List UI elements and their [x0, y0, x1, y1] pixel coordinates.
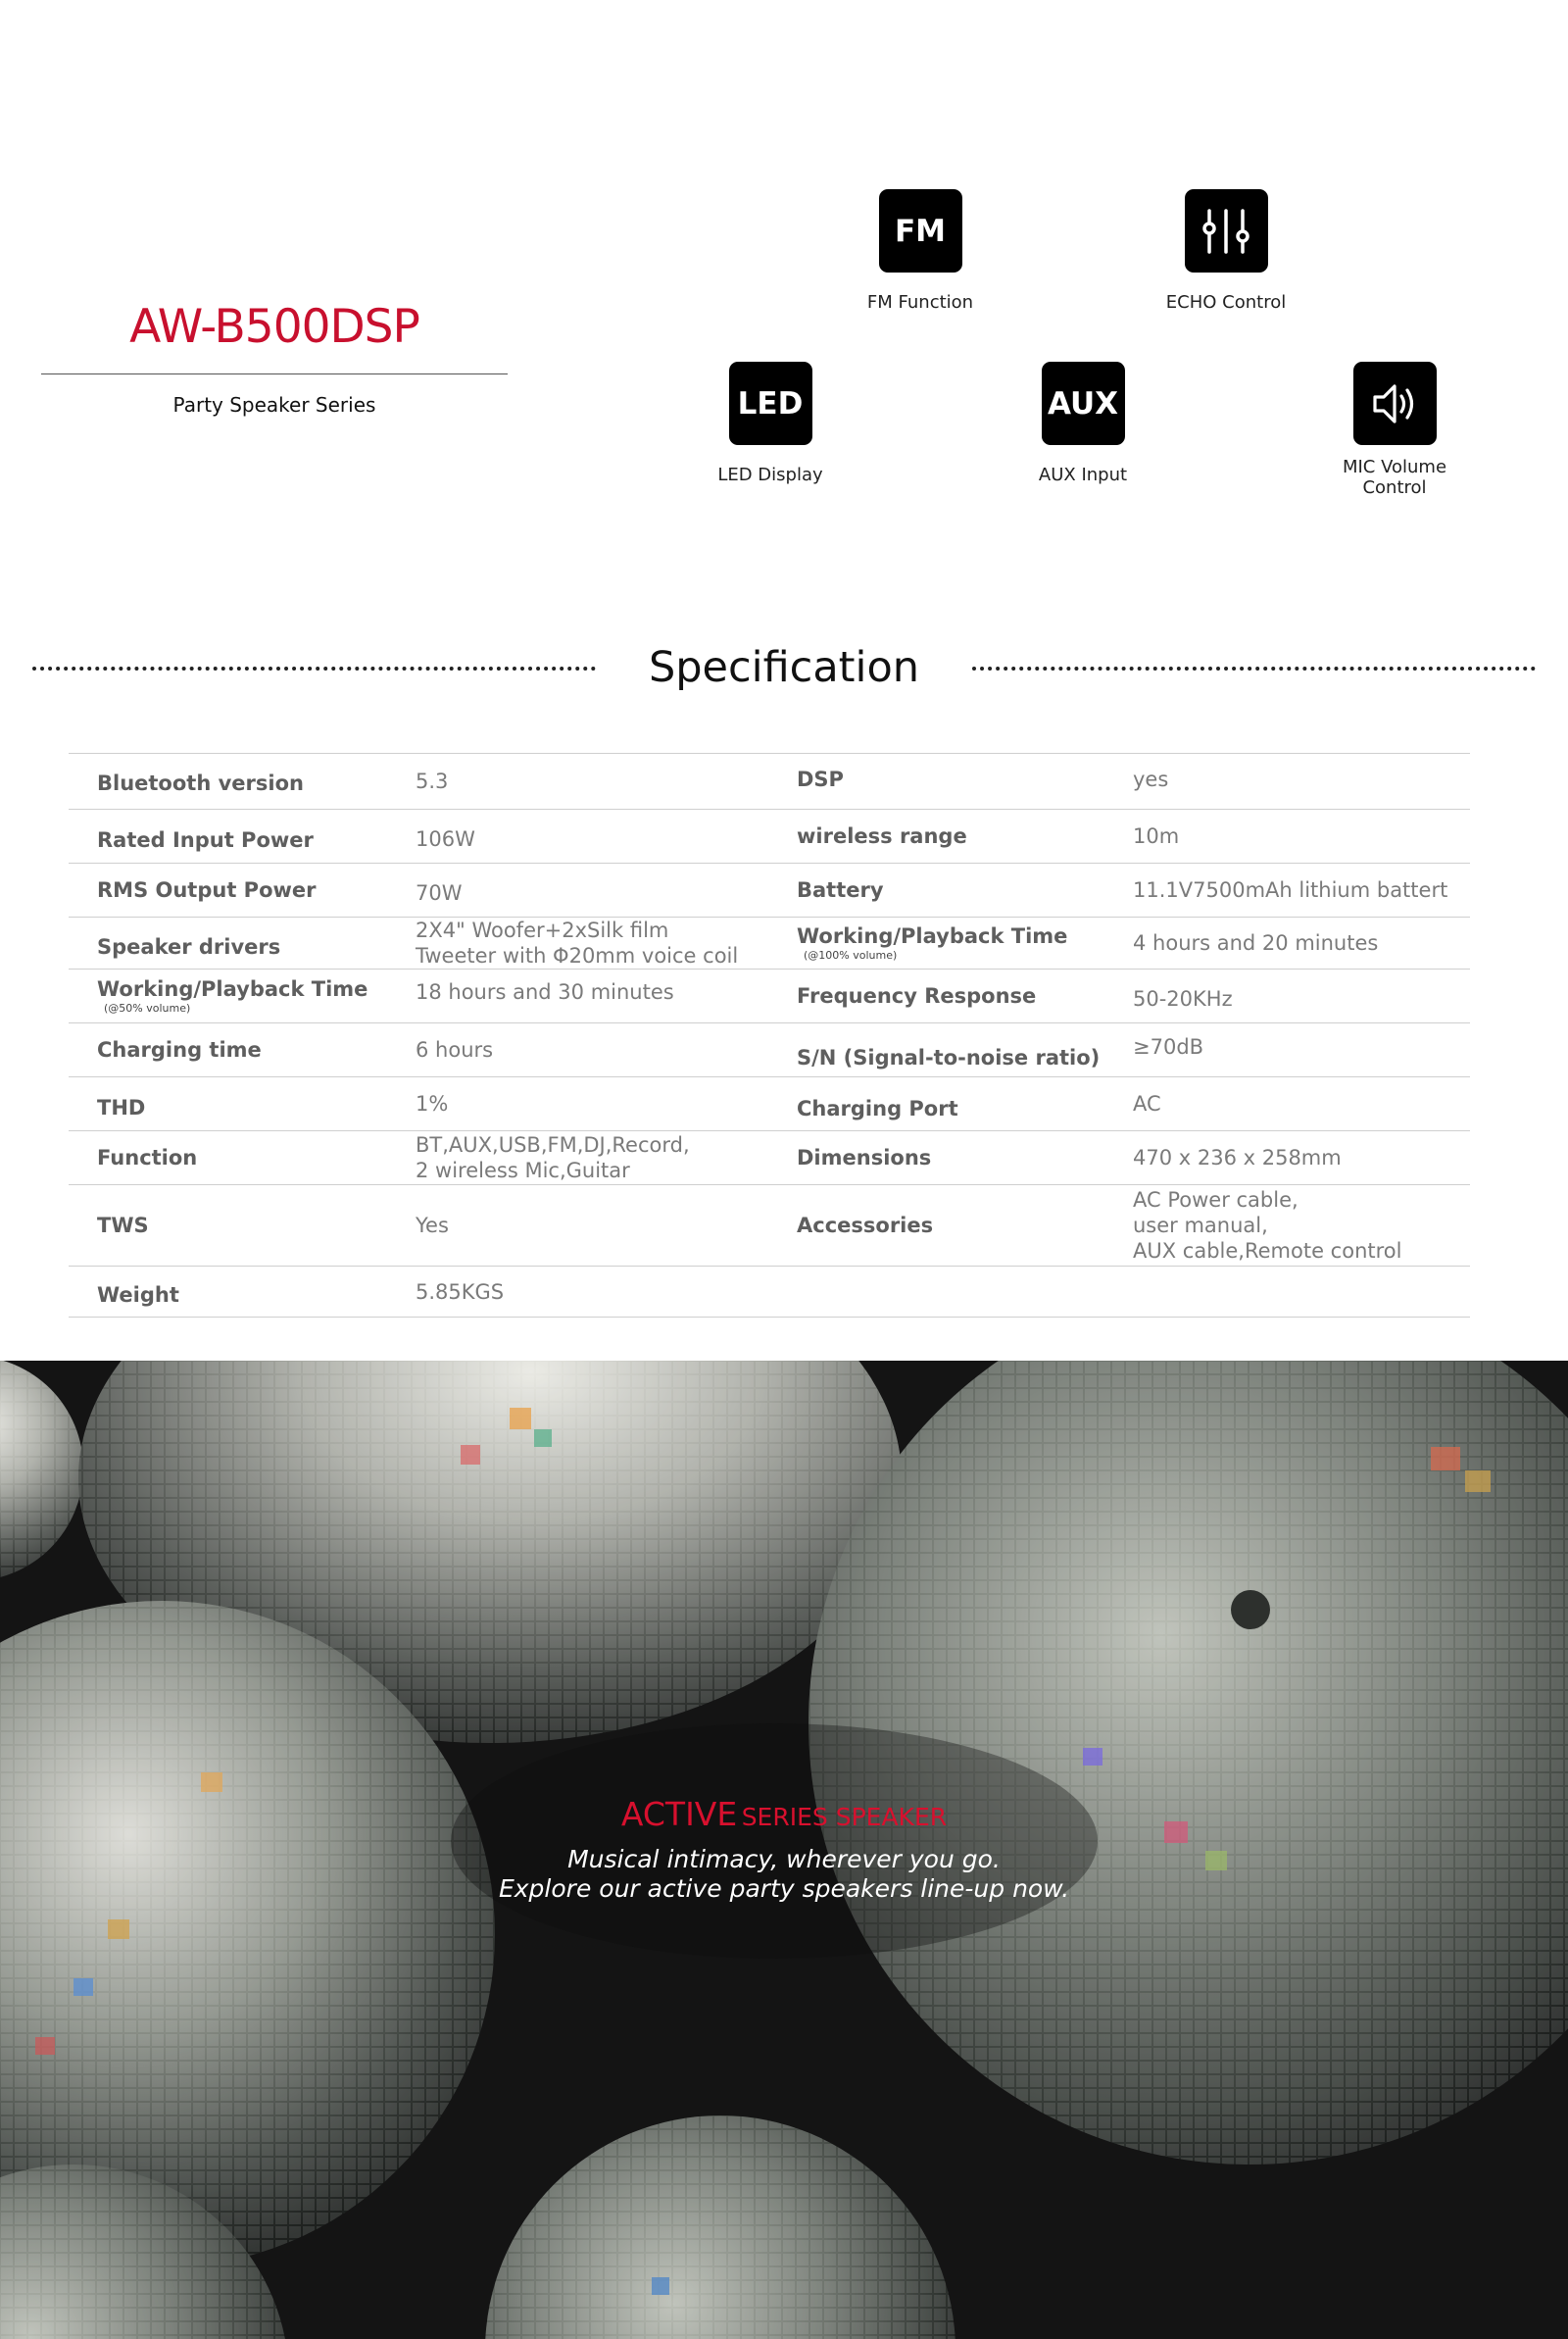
- promo-banner: [0, 1361, 1568, 2339]
- speaker-volume-icon: [1353, 362, 1437, 445]
- spec-value: 18 hours and 30 minutes: [416, 980, 674, 1004]
- spec-label: Bluetooth version: [97, 771, 304, 795]
- spec-label: Battery: [797, 878, 884, 902]
- model-series: Party Speaker Series: [172, 393, 376, 417]
- feature-label: AUX Input: [1038, 465, 1128, 485]
- table-row: [69, 809, 1470, 863]
- feature-label: LED Display: [717, 465, 823, 485]
- spec-value: 106W: [416, 827, 475, 851]
- spec-label: Frequency Response: [797, 984, 1037, 1008]
- spec-value: Tweeter with Φ20mm voice coil: [416, 944, 739, 968]
- spec-note: (@50% volume): [104, 1002, 191, 1015]
- spec-value: AUX cable,Remote control: [1133, 1239, 1402, 1263]
- spec-value: 2X4" Woofer+2xSilk film: [416, 919, 669, 942]
- spec-value: 5.3: [416, 770, 449, 793]
- spec-value: 10m: [1133, 824, 1180, 848]
- spec-label: Working/Playback Time: [97, 977, 368, 1001]
- feature-echo: [1108, 189, 1344, 313]
- equalizer-sliders-icon: [1185, 189, 1268, 273]
- spec-label: THD: [97, 1096, 146, 1120]
- table-row: [69, 1076, 1470, 1130]
- spec-value: BT,AUX,USB,FM,DJ,Record,: [416, 1133, 690, 1157]
- feature-label: FM Function: [866, 292, 974, 313]
- model-divider: [41, 373, 508, 374]
- dotted-divider-right: [972, 667, 1536, 671]
- table-row: [69, 917, 1470, 969]
- spec-note: (@100% volume): [804, 949, 898, 962]
- spec-label: Weight: [97, 1282, 179, 1307]
- led-icon: LED: [729, 362, 812, 445]
- table-row: [69, 1130, 1470, 1184]
- spec-value: AC: [1133, 1092, 1161, 1116]
- banner-tagline-1: Musical intimacy, wherever you go.: [567, 1845, 1001, 1873]
- spec-value: 11.1V7500mAh lithium battert: [1133, 878, 1448, 902]
- spec-label: RMS Output Power: [97, 878, 317, 902]
- banner-series-words: SERIES SPEAKER: [741, 1803, 948, 1831]
- spec-value: 6 hours: [416, 1038, 494, 1062]
- model-title: AW-B500DSP: [129, 300, 419, 354]
- feature-aux: [965, 362, 1200, 485]
- spec-value: 1%: [416, 1092, 449, 1116]
- table-row: [69, 1022, 1470, 1076]
- feature-label: MIC Volume Control: [1342, 457, 1447, 498]
- feature-mic-volume: [1277, 362, 1512, 498]
- spec-label: Dimensions: [797, 1146, 932, 1170]
- specification-title: Specification: [648, 643, 920, 692]
- spec-value: 50-20KHz: [1133, 987, 1233, 1011]
- feature-led: [653, 362, 888, 485]
- spec-value: AC Power cable,: [1133, 1188, 1298, 1212]
- spec-value: 470 x 236 x 258mm: [1133, 1146, 1342, 1170]
- spec-label: wireless range: [797, 824, 967, 848]
- spec-table: [69, 753, 1470, 1318]
- table-row: [69, 863, 1470, 917]
- spec-value: 4 hours and 20 minutes: [1133, 931, 1379, 955]
- spec-label: Charging time: [97, 1038, 262, 1062]
- spec-label: Working/Playback Time: [797, 924, 1068, 948]
- spec-label: Rated Input Power: [97, 828, 314, 852]
- spec-value: yes: [1133, 768, 1169, 791]
- table-row: [69, 1184, 1470, 1266]
- banner-heading: [0, 1795, 1568, 1833]
- table-row: [69, 753, 1470, 809]
- spec-label: Function: [97, 1146, 198, 1170]
- banner-active-word: ACTIVE: [620, 1795, 738, 1833]
- spec-label: Accessories: [797, 1214, 934, 1237]
- spec-label: TWS: [97, 1214, 149, 1237]
- spec-label: Speaker drivers: [97, 935, 281, 959]
- spec-value: 2 wireless Mic,Guitar: [416, 1159, 630, 1182]
- feature-fm: [803, 189, 1038, 313]
- spec-value: ≥70dB: [1133, 1035, 1204, 1059]
- banner-tagline-2: Explore our active party speakers line-up now.: [498, 1874, 1070, 1903]
- fm-icon: FM: [879, 189, 962, 273]
- feature-label: ECHO Control: [1165, 292, 1287, 313]
- dotted-divider-left: [32, 667, 596, 671]
- table-row: [69, 969, 1470, 1022]
- spec-value: user manual,: [1133, 1214, 1268, 1237]
- spec-value: 5.85KGS: [416, 1279, 505, 1304]
- spec-label: Charging Port: [797, 1097, 958, 1120]
- aux-icon: AUX: [1042, 362, 1125, 445]
- spec-value: Yes: [416, 1214, 449, 1237]
- table-row: [69, 1266, 1470, 1318]
- spec-label: DSP: [797, 768, 844, 791]
- spec-value: 70W: [416, 881, 463, 905]
- spec-label: S/N (Signal-to-noise ratio): [797, 1046, 1101, 1070]
